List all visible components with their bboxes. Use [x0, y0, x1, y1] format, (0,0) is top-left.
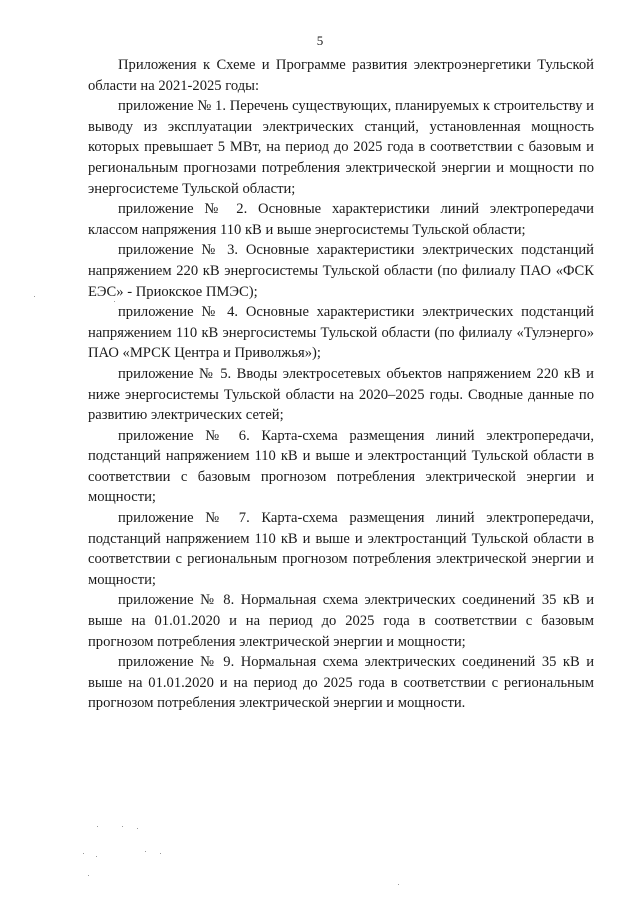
appendix-9-paragraph: приложение № 9. Нормальная схема электрических соединений 35 кВ и выше на 01.01.2020 и на период до 2025 года в соответствии с региональным прогнозом потребления электрической энергии и мощности. [88, 654, 594, 712]
intro-paragraph: Приложения к Схеме и Программе развития электроэнергетики Тульской области на 2021-2025 годы: [88, 57, 594, 94]
appendix-8-paragraph: приложение № 8. Нормальная схема электрических соединений 35 кВ и выше на 01.01.2020 и на период до 2025 года в соответствии с базовым прогнозом потребления электрической энергии и мощности; [88, 592, 594, 650]
appendix-6-paragraph: приложение № 6. Карта-схема размещения линий электропередачи, подстанций напряжением 110 кВ и выше и электростанций Тульской области в соответствии с базовым прогнозом потребления электрической энергии и мощности; [88, 427, 594, 506]
appendix-2-paragraph: приложение № 2. Основные характеристики линий электропередачи классом напряжения 110 кВ и выше энергосистемы Тульской области; [88, 201, 594, 238]
page-number: 5 [316, 33, 324, 48]
scan-speck [160, 853, 161, 854]
scan-speck [145, 851, 146, 852]
scan-speck [88, 875, 89, 876]
appendix-3-paragraph: приложение № 3. Основные характеристики электрических подстанций напряжением 220 кВ энергосистемы Тульской области (по филиалу ПАО «ФСК ЕЭС» - Приокское ПМЭС); [88, 242, 594, 300]
appendix-4-paragraph: приложение № 4. Основные характеристики электрических подстанций напряжением 110 кВ энергосистемы Тульской области (по филиалу «Тулэнерго» ПАО «МРСК Центра и Приволжья»); [88, 304, 594, 362]
appendix-1-paragraph: приложение № 1. Перечень существующих, планируемых к строительству и выводу из эксплуатации электрических станций, установленная мощность которых превышает 5 МВт, на период до 2025 года в соответствии с базовым и региональным прогнозами потребления электрической энергии и мощности по энергосистеме Тульской области; [88, 98, 594, 197]
scan-speck [97, 826, 98, 827]
scan-speck [96, 856, 97, 857]
scan-speck [122, 826, 123, 827]
scan-speck [398, 884, 399, 885]
appendix-5-paragraph: приложение № 5. Вводы электросетевых объектов напряжением 220 кВ и ниже энергосистемы Тульской области на 2020–2025 годы. Сводные данные по развитию электрических сетей; [88, 365, 594, 424]
appendix-7-paragraph: приложение № 7. Карта-схема размещения линий электропередачи, подстанций напряжением 110 кВ и выше и электростанций Тульской области в соответствии с региональным прогнозом потребления электрической энергии и мощности; [88, 510, 594, 588]
scan-speck [137, 828, 138, 829]
document-body [88, 55, 594, 714]
scan-speck [34, 296, 35, 297]
scan-speck [83, 853, 84, 854]
